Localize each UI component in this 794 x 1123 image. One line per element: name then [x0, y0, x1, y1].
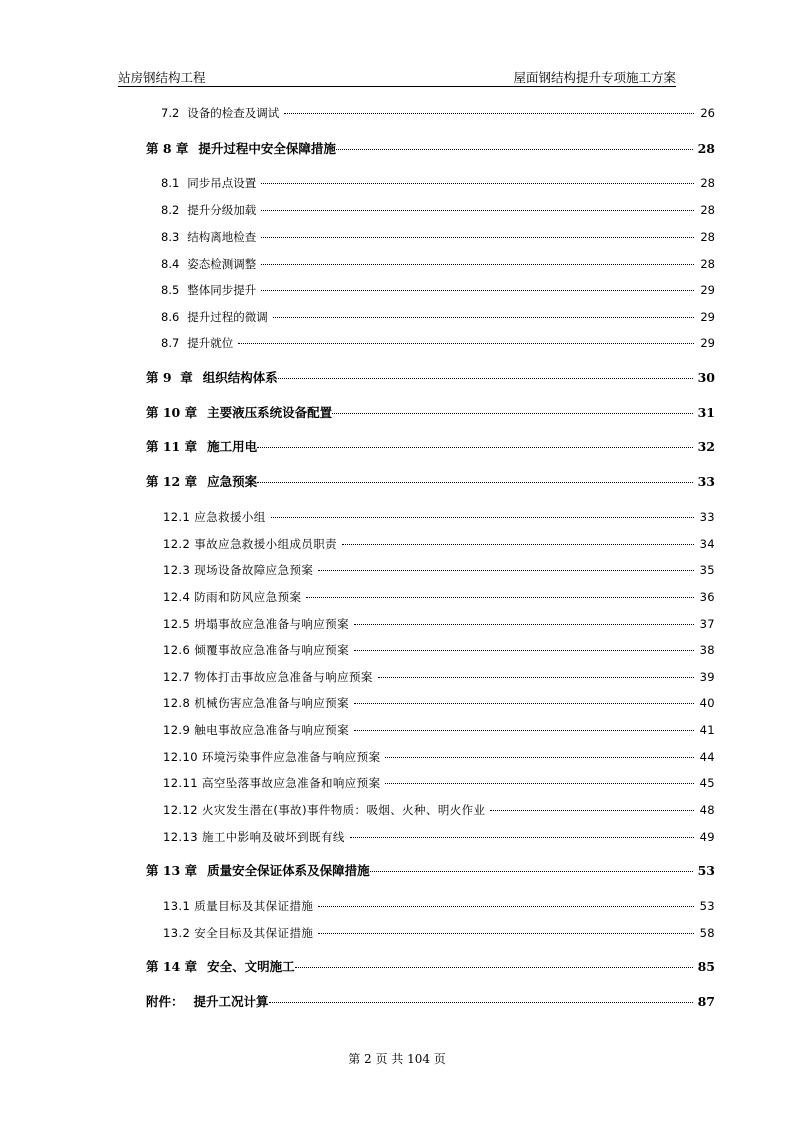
toc-entry-number: 第 10 章 — [146, 405, 198, 420]
toc-entry-number: 12.13 — [163, 830, 202, 844]
toc-dot-leader — [370, 871, 693, 872]
toc-entry-page-number: 44 — [699, 750, 715, 764]
toc-entry-page-number: 85 — [697, 959, 715, 974]
toc-entry-number: 第 13 章 — [146, 863, 198, 878]
toc-entry-page-number: 53 — [699, 899, 715, 913]
toc-entry-title: 物体打击事故应急准备与响应预案 — [194, 670, 373, 684]
toc-entry-title: 提升过程的微调 — [187, 310, 268, 324]
toc-section-entry[interactable] — [163, 774, 715, 792]
toc-section-entry[interactable] — [163, 721, 715, 739]
toc-entry-page-number: 32 — [697, 439, 715, 454]
toc-section-entry[interactable] — [163, 897, 715, 915]
toc-chapter-entry[interactable] — [146, 958, 715, 976]
toc-chapter-entry[interactable] — [146, 438, 715, 456]
toc-section-entry[interactable] — [161, 104, 715, 122]
toc-section-entry[interactable] — [163, 508, 715, 526]
toc-entry-page-number: 28 — [700, 257, 715, 271]
toc-section-entry[interactable] — [163, 801, 715, 819]
toc-entry-title: 火灾发生潜在(事故)事件物质：吸烟、火种、明火作业 — [201, 803, 486, 817]
toc-entry-number: 12.12 — [163, 803, 202, 817]
toc-dot-leader — [354, 703, 694, 704]
toc-entry-number: 8.1 — [161, 176, 180, 190]
toc-entry-number: 8.7 — [161, 336, 180, 350]
toc-dot-leader — [350, 837, 694, 838]
toc-dot-leader — [261, 237, 694, 238]
toc-section-entry[interactable] — [163, 641, 715, 659]
toc-entry-page-number: 48 — [699, 803, 715, 817]
toc-entry-number: 12.3 — [163, 563, 195, 577]
toc-chapter-entry[interactable] — [146, 140, 715, 158]
toc-entry-title: 应急预案 — [207, 474, 258, 489]
toc-dot-leader — [385, 757, 694, 758]
toc-entry-page-number: 29 — [700, 336, 715, 350]
toc-entry-number: 附件： — [146, 994, 184, 1009]
toc-entry-page-number: 40 — [699, 696, 715, 710]
toc-dot-leader — [284, 113, 694, 114]
toc-entry-title: 同步吊点设置 — [187, 176, 257, 190]
toc-dot-leader — [354, 730, 694, 731]
toc-entry-title: 施工中影响及破坏到既有线 — [201, 830, 345, 844]
toc-section-entry[interactable] — [163, 615, 715, 633]
toc-section-entry[interactable] — [161, 308, 715, 326]
toc-entry-number: 12.5 — [163, 617, 195, 631]
toc-entry-number: 12.2 — [163, 537, 195, 551]
header-project-name: 站房钢结构工程 — [118, 70, 206, 85]
toc-entry-number: 12.9 — [163, 723, 195, 737]
toc-section-entry[interactable] — [161, 255, 715, 273]
toc-entry-page-number: 49 — [699, 830, 715, 844]
toc-entry-number: 13.1 — [163, 899, 195, 913]
toc-chapter-entry[interactable] — [146, 473, 715, 491]
toc-entry-page-number: 39 — [699, 670, 715, 684]
toc-dot-leader — [257, 447, 692, 448]
toc-entry-number: 13.2 — [163, 926, 195, 940]
toc-entry-number: 12.8 — [163, 696, 195, 710]
toc-entry-title: 安全、文明施工 — [207, 959, 295, 974]
toc-entry-title: 现场设备故障应急预案 — [194, 563, 314, 577]
toc-section-entry[interactable] — [161, 201, 715, 219]
toc-section-entry[interactable] — [163, 535, 715, 553]
toc-entry-page-number: 41 — [699, 723, 715, 737]
toc-entry-title: 设备的检查及调试 — [187, 106, 280, 120]
toc-dot-leader — [342, 544, 694, 545]
toc-dot-leader — [261, 210, 694, 211]
toc-entry-page-number: 28 — [697, 141, 715, 156]
toc-section-entry[interactable] — [163, 668, 715, 686]
toc-entry-title: 提升分级加载 — [187, 203, 257, 217]
toc-entry-page-number: 45 — [699, 776, 715, 790]
toc-dot-leader — [261, 290, 694, 291]
toc-entry-title: 高空坠落事故应急准备和响应预案 — [201, 776, 381, 790]
toc-entry-title: 事故应急救援小组成员职责 — [194, 537, 338, 551]
toc-dot-leader — [332, 413, 692, 414]
toc-entry-page-number: 28 — [700, 176, 715, 190]
toc-entry-number: 12.6 — [163, 643, 195, 657]
toc-section-entry[interactable] — [163, 694, 715, 712]
toc-entry-number: 8.5 — [161, 283, 180, 297]
toc-dot-leader — [490, 810, 694, 811]
toc-entry-number: 8.3 — [161, 230, 180, 244]
toc-dot-leader — [269, 1002, 693, 1003]
toc-section-entry[interactable] — [163, 588, 715, 606]
toc-dot-leader — [306, 597, 694, 598]
toc-dot-leader — [378, 677, 694, 678]
toc-section-entry[interactable] — [163, 748, 715, 766]
toc-entry-page-number: 28 — [700, 203, 715, 217]
toc-entry-number: 7.2 — [161, 106, 180, 120]
toc-entry-title: 防雨和防风应急预案 — [194, 590, 302, 604]
toc-entry-title: 施工用电 — [207, 439, 258, 454]
toc-chapter-entry[interactable] — [146, 404, 715, 422]
toc-entry-number: 8.2 — [161, 203, 180, 217]
toc-entry-number: 12.11 — [163, 776, 202, 790]
toc-entry-number: 12.4 — [163, 590, 195, 604]
toc-entry-page-number: 29 — [700, 310, 715, 324]
toc-entry-page-number: 28 — [700, 230, 715, 244]
toc-entry-title: 提升过程中安全保障措施 — [198, 141, 336, 156]
toc-entry-page-number: 36 — [699, 590, 715, 604]
toc-entry-number: 第 12 章 — [146, 474, 198, 489]
toc-entry-title: 姿态检测调整 — [187, 257, 257, 271]
toc-entry-title: 组织结构体系 — [202, 370, 278, 385]
toc-dot-leader — [385, 783, 694, 784]
toc-section-entry[interactable] — [163, 828, 715, 846]
toc-entry-title: 结构离地检查 — [187, 230, 257, 244]
toc-entry-number: 12.1 — [163, 510, 195, 524]
toc-entry-number: 8.4 — [161, 257, 180, 271]
toc-entry-page-number: 37 — [699, 617, 715, 631]
page-footer: 第 2 页 共 104 页 — [348, 1052, 446, 1066]
toc-entry-title: 安全目标及其保证措施 — [194, 926, 314, 940]
toc-entry-title: 坍塌事故应急准备与响应预案 — [194, 617, 349, 631]
toc-entry-page-number: 33 — [699, 510, 715, 524]
toc-entry-number: 12.10 — [163, 750, 202, 764]
toc-entry-number: 第 14 章 — [146, 959, 198, 974]
toc-section-entry[interactable] — [163, 561, 715, 579]
toc-section-entry[interactable] — [161, 174, 715, 192]
toc-entry-number: 第 8 章 — [146, 141, 189, 156]
toc-entry-page-number: 87 — [697, 994, 715, 1009]
toc-entry-title: 倾覆事故应急准备与响应预案 — [194, 643, 349, 657]
toc-section-entry[interactable] — [161, 334, 715, 352]
toc-entry-page-number: 33 — [697, 474, 715, 489]
toc-entry-title: 提升工况计算 — [193, 994, 269, 1009]
toc-entry-title: 触电事故应急准备与响应预案 — [194, 723, 349, 737]
toc-entry-number: 12.7 — [163, 670, 195, 684]
toc-entry-title: 机械伤害应急准备与响应预案 — [194, 696, 349, 710]
toc-dot-leader — [278, 378, 693, 379]
toc-chapter-entry[interactable] — [146, 369, 715, 387]
toc-entry-page-number: 35 — [699, 563, 715, 577]
toc-entry-title: 整体同步提升 — [187, 283, 257, 297]
toc-entry-page-number: 58 — [699, 926, 715, 940]
toc-dot-leader — [271, 517, 694, 518]
toc-entry-page-number: 26 — [700, 106, 715, 120]
toc-dot-leader — [257, 482, 692, 483]
toc-entry-page-number: 30 — [697, 370, 715, 385]
toc-section-entry[interactable] — [163, 924, 715, 942]
toc-entry-number: 8.6 — [161, 310, 180, 324]
header-document-title: 屋面钢结构提升专项施工方案 — [513, 70, 676, 85]
toc-entry-page-number: 53 — [697, 863, 715, 878]
toc-entry-title: 应急救援小组 — [194, 510, 266, 524]
toc-entry-page-number: 34 — [699, 537, 715, 551]
toc-entry-number: 第 11 章 — [146, 439, 198, 454]
toc-entry-title: 主要液压系统设备配置 — [207, 405, 333, 420]
toc-entry-page-number: 29 — [700, 283, 715, 297]
toc-section-entry[interactable] — [161, 228, 715, 246]
toc-entry-title: 提升就位 — [187, 336, 234, 350]
toc-entry-page-number: 31 — [697, 405, 715, 420]
toc-dot-leader — [318, 570, 694, 571]
toc-dot-leader — [318, 933, 694, 934]
toc-dot-leader — [336, 149, 693, 150]
toc-entry-title: 质量安全保证体系及保障措施 — [207, 863, 370, 878]
toc-entry-title: 质量目标及其保证措施 — [194, 899, 314, 913]
toc-dot-leader — [354, 650, 694, 651]
toc-dot-leader — [273, 317, 694, 318]
toc-entry-number: 第 9 章 — [146, 370, 193, 385]
toc-chapter-entry[interactable] — [146, 862, 715, 880]
toc-dot-leader — [261, 264, 694, 265]
toc-entry-page-number: 38 — [699, 643, 715, 657]
toc-dot-leader — [295, 967, 693, 968]
toc-dot-leader — [354, 624, 694, 625]
toc-chapter-entry[interactable] — [146, 993, 715, 1011]
toc-entry-title: 环境污染事件应急准备与响应预案 — [201, 750, 381, 764]
toc-dot-leader — [318, 906, 694, 907]
toc-section-entry[interactable] — [161, 281, 715, 299]
toc-dot-leader — [238, 343, 694, 344]
toc-dot-leader — [261, 183, 694, 184]
